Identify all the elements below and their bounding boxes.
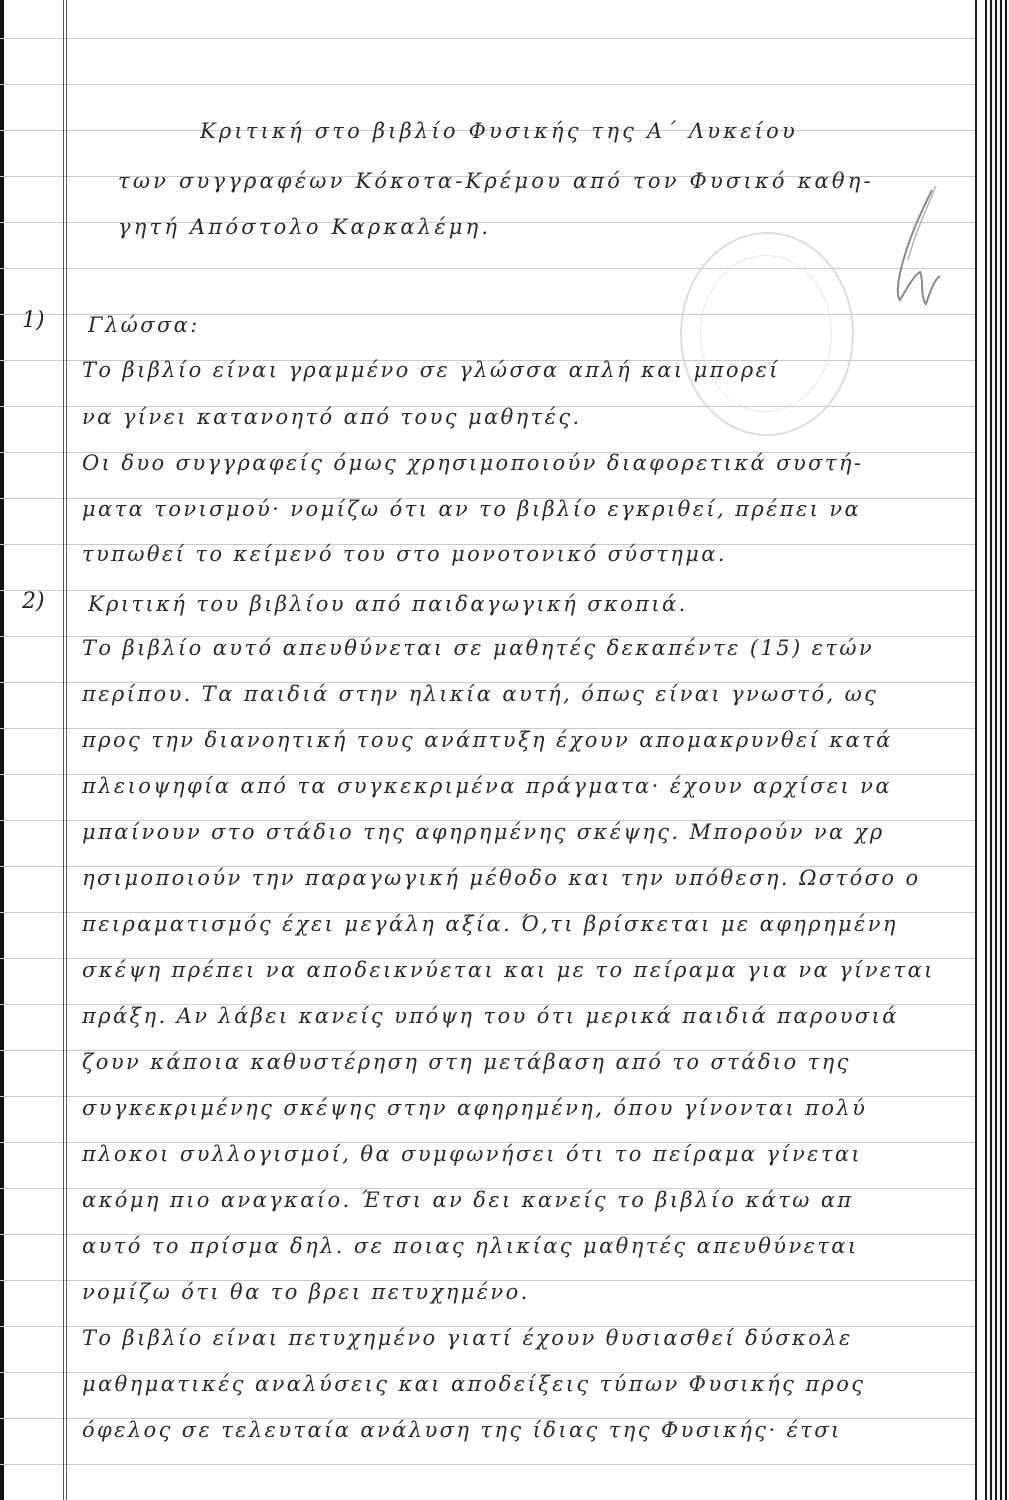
text-line: πλειοψηφία από τα συγκεκριμένα πράγματα· έχουν αρχίσει να [82,774,892,798]
section-number: 1) [22,308,45,333]
text-line: μαθηματικές αναλύσεις και αποδείξεις τύπων Φυσικής προς [82,1372,866,1396]
signature-mark [870,180,950,320]
text-line: σκέψη πρέπει να αποδεικνύεται και με το πείραμα για να γίνεται [82,958,935,982]
text-line: συγκεκριμένης σκέψης στην αφηρημένη, όπου γίνονται πολύ [82,1096,868,1120]
text-line: ησιμοποιούν την παραγωγική μέθοδο και την υπόθεση. Ωστόσο ο [82,866,921,890]
section-number: 2) [22,589,45,614]
text-line: όφελος σε τελευταία ανάλυση της ίδιας της Φυσικής· έτσι [82,1418,842,1442]
text-line: αυτό το πρίσμα δηλ. σε ποιας ηλικίας μαθητές απευθύνεται [82,1234,859,1258]
binding-edge [985,0,1009,1500]
text-line: νομίζω ότι θα το βρει πετυχημένο. [82,1280,530,1304]
text-line: πειραματισμός έχει μεγάλη αξία. Ό,τι βρίσκεται με αφηρημένη [82,912,898,936]
text-line: Το βιβλίο αυτό απευθύνεται σε μαθητές δεκαπέντε (15) ετών [82,636,875,660]
title-line: των συγγραφέων Κόκοτα-Κρέμου από τον Φυσικό καθη- [118,169,874,193]
margin-line [63,0,64,1500]
section-heading: Γλώσσα: [88,313,200,337]
margin-line [66,0,67,1500]
text-line: Οι δυο συγγραφείς όμως χρησιμοποιούν διαφορετικά συστή- [82,451,864,475]
scan-edge-left [0,0,4,1500]
text-line: προς την διανοητική τους ανάπτυξη έχουν απομακρυνθεί κατά [82,728,893,752]
ruled-line [0,84,975,85]
text-line: μπαίνουν στο στάδιο της αφηρημένης σκέψης. Μπορούν να χρ [82,820,885,844]
text-line: ματα τονισμού· νομίζω ότι αν το βιβλίο εγκριθεί, πρέπει να [82,497,862,521]
title-line: γητή Απόστολο Καρκαλέμη. [118,215,492,239]
text-line: τυπωθεί το κείμενό του στο μονοτονικό σύστημα. [82,542,727,566]
text-line: Το βιβλίο είναι γραμμένο σε γλώσσα απλή και μπορεί [82,358,780,382]
text-line: να γίνει κατανοητό από τους μαθητές. [82,405,582,429]
section-heading: Κριτική του βιβλίου από παιδαγωγική σκοπιά. [88,592,688,616]
text-line: ζουν κάποια καθυστέρηση στη μετάβαση από το στάδιο της [82,1050,851,1074]
text-line: πράξη. Αν λάβει κανείς υπόψη του ότι μερικά παιδιά παρουσιά [82,1004,899,1028]
text-line: ακόμη πιο αναγκαίο. Έτσι αν δει κανείς το βιβλίο κάτω απ [82,1188,854,1212]
text-line: πλοκοι συλλογισμοί, θα συμφωνήσει ότι το πείραμα γίνεται [82,1142,863,1166]
ruled-line [0,1464,975,1465]
ruled-line [0,38,975,39]
title-line: Κριτική στο βιβλίο Φυσικής της Α΄ Λυκείου [200,119,798,143]
text-line: Το βιβλίο είναι πετυχημένο γιατί έχουν θυσιασθεί δύσκολε [82,1326,853,1350]
text-line: περίπου. Τα παιδιά στην ηλικία αυτή, όπως είναι γνωστό, ως [82,682,879,706]
